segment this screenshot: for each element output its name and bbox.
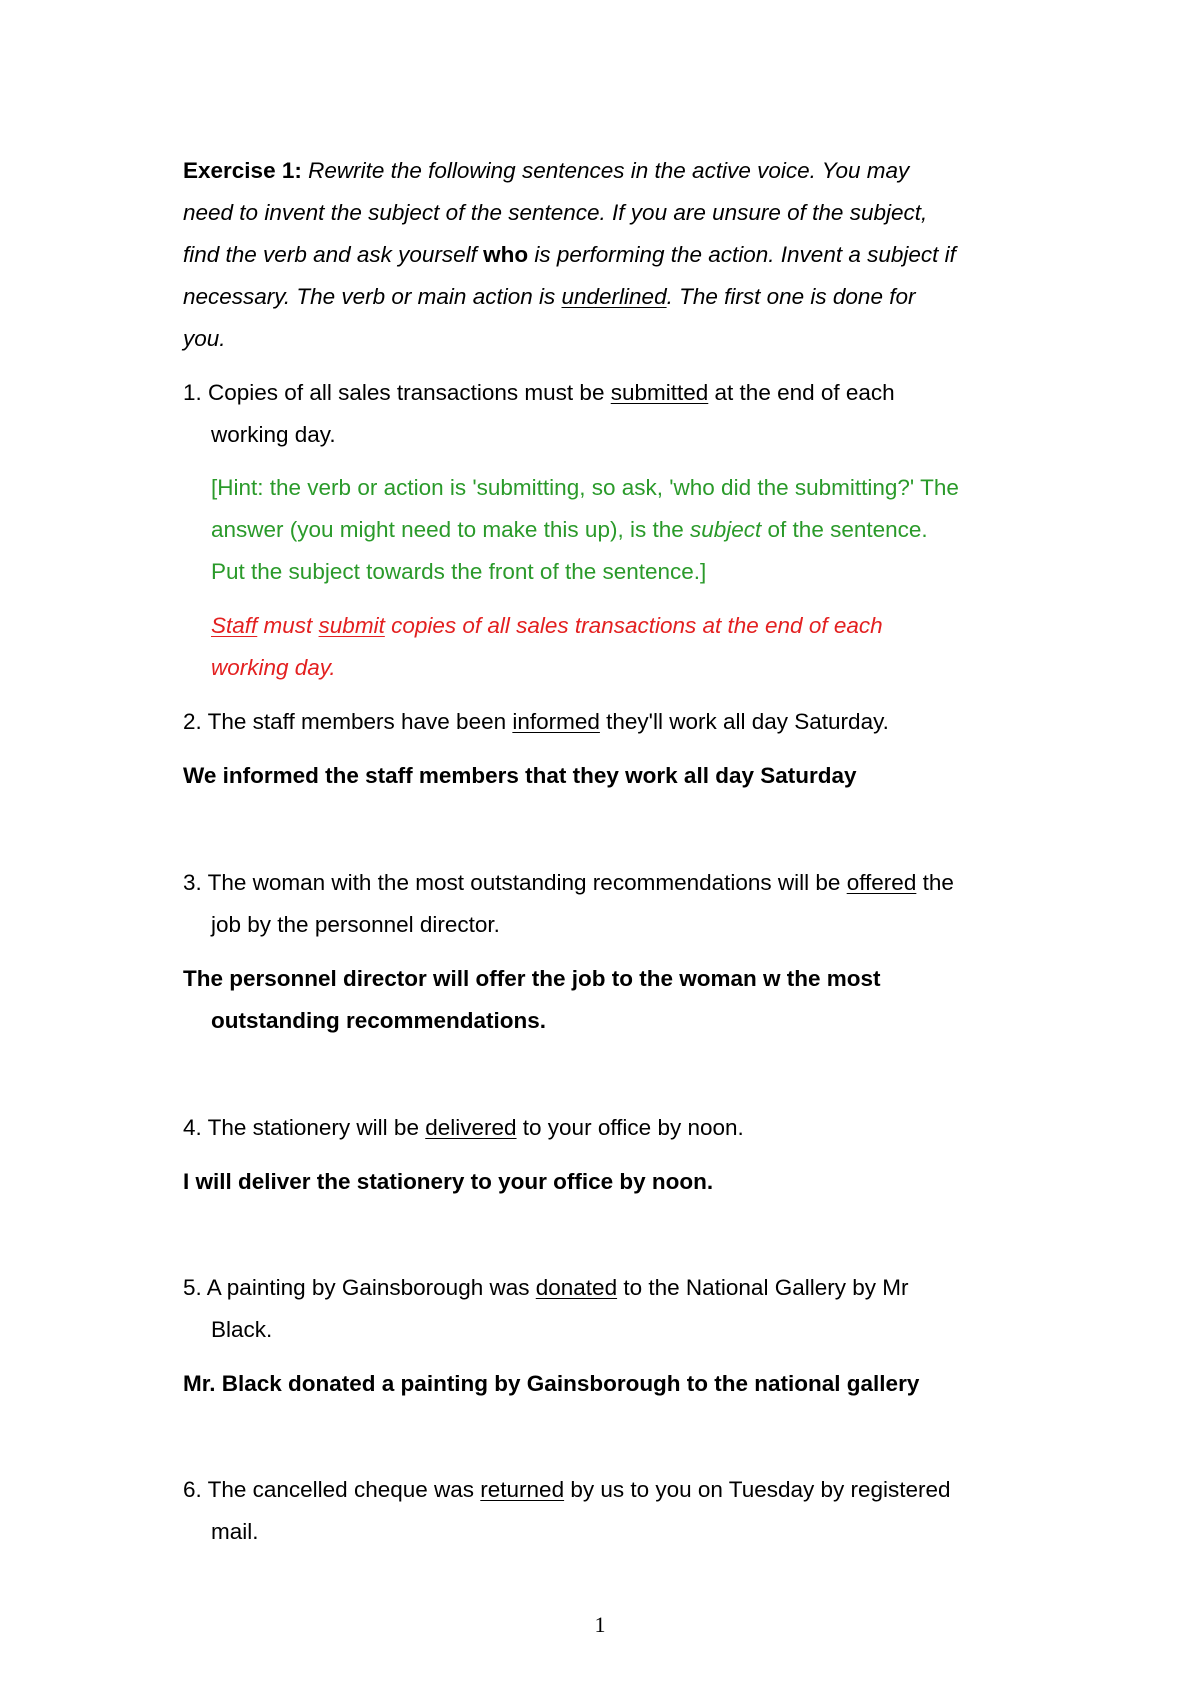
intro-line-4 <box>183 286 915 309</box>
question-5-line-1 <box>183 1277 908 1300</box>
question-1-line-1 <box>183 382 895 405</box>
exercise-label: Exercise 1: <box>183 158 302 183</box>
question-6-line-1 <box>183 1479 951 1502</box>
question-text: at the end of each <box>708 380 895 405</box>
page-number: 1 <box>594 1612 606 1637</box>
hint-text: of the sentence. <box>761 517 928 542</box>
question-6-line-2: mail. <box>211 1519 259 1544</box>
hint-line-2 <box>211 519 928 542</box>
answer-4-line-1: I will deliver the stationery to your office by noon. <box>183 1169 714 1194</box>
hint-subject-word: subject <box>689 517 762 542</box>
question-6-verb: returned <box>480 1477 565 1502</box>
question-5-verb: donated <box>535 1275 618 1300</box>
question-2-line-1 <box>183 711 889 734</box>
answer-2-line-1: We informed the staff members that they work all day Saturday <box>183 763 857 788</box>
intro-text: find the verb and ask yourself <box>183 242 484 267</box>
question-3-line-1 <box>183 872 954 895</box>
example-text: copies of all sales transactions at the end of each <box>384 613 883 638</box>
question-text: by us to you on Tuesday by registered <box>564 1477 951 1502</box>
question-text: 5. A painting by Gainsborough was <box>183 1275 536 1300</box>
question-1-line-2: working day. <box>211 422 336 447</box>
intro-text: . The first one is done for <box>666 284 916 309</box>
question-text: 2. The staff members have been <box>183 709 513 734</box>
intro-text: necessary. The verb or main action is <box>183 284 562 309</box>
question-4-line-1 <box>183 1117 744 1140</box>
question-3-line-2: job by the personnel director. <box>211 912 500 937</box>
intro-line-5: you. <box>183 326 226 351</box>
intro-line-3 <box>183 244 956 267</box>
question-text: 1. Copies of all sales transactions must be <box>183 380 611 405</box>
answer-5-line-1: Mr. Black donated a painting by Gainsborough to the national gallery <box>183 1371 920 1396</box>
answer-3-line-2: outstanding recommendations. <box>211 1008 547 1033</box>
hint-line-3: Put the subject towards the front of the sentence.] <box>211 559 707 584</box>
example-verb: submit <box>318 613 385 638</box>
intro-line-2: need to invent the subject of the sentence. If you are unsure of the subject, <box>183 200 928 225</box>
question-1-verb: submitted <box>610 380 709 405</box>
question-5-line-2: Black. <box>211 1317 273 1342</box>
hint-line-1: [Hint: the verb or action is 'submitting, so ask, 'who did the submitting?' The <box>211 475 959 500</box>
intro-underlined-word: underlined <box>561 284 667 309</box>
example-answer-line-2: working day. <box>211 655 336 680</box>
question-2-verb: informed <box>512 709 600 734</box>
example-text: must <box>257 613 319 638</box>
intro-text: is performing the action. Invent a subject if <box>528 242 956 267</box>
intro-line-1 <box>183 160 909 183</box>
example-answer-line-1 <box>211 615 883 638</box>
answer-3-line-1: The personnel director will offer the job to the woman w the most <box>183 966 881 991</box>
question-text: they'll work all day Saturday. <box>599 709 889 734</box>
question-3-verb: offered <box>846 870 917 895</box>
hint-text: answer (you might need to make this up), is the <box>211 517 690 542</box>
question-4-verb: delivered <box>425 1115 517 1140</box>
intro-emphasis-who: who <box>483 242 529 267</box>
question-text: 4. The stationery will be <box>183 1115 426 1140</box>
example-subject: Staff <box>211 613 258 638</box>
question-text: to the National Gallery by Mr <box>617 1275 909 1300</box>
question-text: 6. The cancelled cheque was <box>183 1477 481 1502</box>
question-text: the <box>916 870 954 895</box>
question-text: 3. The woman with the most outstanding recommendations will be <box>183 870 847 895</box>
intro-text: Rewrite the following sentences in the active voice. You may <box>301 158 910 183</box>
question-text: to your office by noon. <box>516 1115 744 1140</box>
